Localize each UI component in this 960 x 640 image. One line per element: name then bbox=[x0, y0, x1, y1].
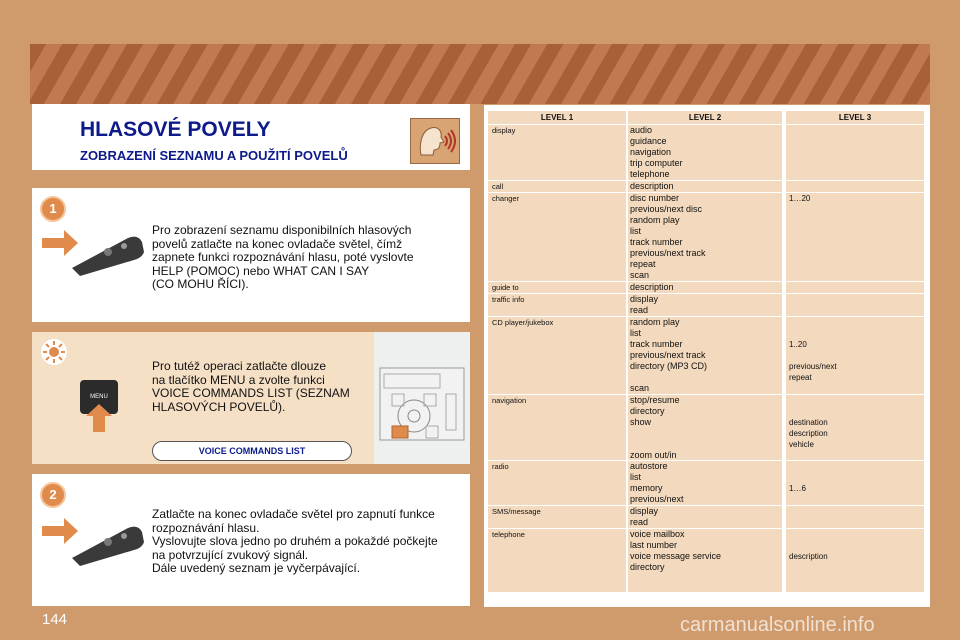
tip-text: Pro tutéž operaci zatlačte dlouze na tlačítko MENU a zvolte funkci VOICE COMMANDS LIST (SEZNAM HLASOVÝCH POVELŮ). bbox=[152, 359, 350, 414]
table-cell: description bbox=[628, 281, 782, 293]
light-stalk-icon bbox=[68, 520, 148, 566]
table-cell bbox=[786, 281, 924, 293]
table-cell: description bbox=[628, 180, 782, 192]
table-header: LEVEL 1 bbox=[488, 111, 626, 124]
table-cell: 1…20 bbox=[786, 192, 924, 281]
table-cell: audio guidance navigation trip computer telephone bbox=[628, 124, 782, 180]
table-cell: navigation bbox=[488, 394, 626, 460]
table-header: LEVEL 3 bbox=[786, 111, 924, 124]
table-cell: description bbox=[786, 528, 924, 592]
table-cell: call bbox=[488, 180, 626, 192]
step-1-badge: 1 bbox=[40, 196, 66, 222]
step-1-panel bbox=[32, 188, 470, 322]
table-cell bbox=[786, 180, 924, 192]
step-2-panel bbox=[32, 474, 470, 606]
menu-key: MENU bbox=[80, 380, 118, 414]
step-1-text: Pro zobrazení seznamu disponibilních hlasových povelů zatlačte na konec ovladače světel, čímž zapnete funkci rozpoznávání hlasu, poté vyslovte HELP (POMOC) nebo WHAT CAN I SAY (CO MOHU ŘÍCI). bbox=[152, 223, 414, 291]
voice-commands-list-button[interactable]: VOICE COMMANDS LIST bbox=[152, 441, 352, 461]
table-cell: radio bbox=[488, 460, 626, 505]
table-column-level-2 bbox=[628, 111, 782, 592]
chevron-decoration-band bbox=[30, 44, 930, 104]
arrow-up-icon bbox=[84, 404, 114, 432]
table-cell: 1…6 bbox=[786, 460, 924, 505]
table-column-level-3 bbox=[786, 111, 924, 592]
table-cell: guide to bbox=[488, 281, 626, 293]
table-cell: changer bbox=[488, 192, 626, 281]
page-subtitle: ZOBRAZENÍ SEZNAMU A POUŽITÍ POVELŮ bbox=[80, 148, 348, 163]
step-2-text: Zatlačte na konec ovladače světel pro zapnutí funkce rozpoznávání hlasu. Vyslovujte slova jedno po druhém a pokaždé počkejte na potvrzující zvukový signál. Dále uvedený seznam je vyčerpávající. bbox=[152, 507, 438, 575]
table-cell: random play list track number previous/next track directory (MP3 CD) scan bbox=[628, 316, 782, 394]
light-stalk-icon bbox=[68, 230, 148, 276]
table-cell bbox=[786, 293, 924, 316]
watermark: carmanualsonline.info bbox=[680, 614, 875, 636]
table-cell bbox=[786, 124, 924, 180]
voice-commands-table bbox=[484, 105, 930, 607]
radio-panel-illustration bbox=[374, 332, 470, 464]
table-column-level-1 bbox=[488, 111, 626, 592]
voice-command-icon bbox=[410, 118, 460, 164]
table-cell: traffic info bbox=[488, 293, 626, 316]
table-cell: display bbox=[488, 124, 626, 180]
tip-bulb-icon bbox=[40, 338, 68, 366]
table-cell: display read bbox=[628, 505, 782, 528]
page-title: HLASOVÉ POVELY bbox=[80, 118, 271, 141]
table-cell: 1..20 previous/next repeat bbox=[786, 316, 924, 394]
tip-panel bbox=[32, 332, 470, 464]
table-cell bbox=[786, 505, 924, 528]
table-cell: telephone bbox=[488, 528, 626, 592]
table-cell: stop/resume directory show zoom out/in bbox=[628, 394, 782, 460]
table-cell: display read bbox=[628, 293, 782, 316]
table-cell: voice mailbox last number voice message service directory bbox=[628, 528, 782, 592]
table-cell: SMS/message bbox=[488, 505, 626, 528]
page-number: 144 bbox=[42, 611, 68, 628]
table-cell: autostore list memory previous/next bbox=[628, 460, 782, 505]
table-header: LEVEL 2 bbox=[628, 111, 782, 124]
table-cell: destination description vehicle bbox=[786, 394, 924, 460]
title-panel bbox=[32, 104, 470, 170]
table-cell: CD player/jukebox bbox=[488, 316, 626, 394]
step-2-badge: 2 bbox=[40, 482, 66, 508]
table-cell: disc number previous/next disc random play list track number previous/next track repeat scan bbox=[628, 192, 782, 281]
